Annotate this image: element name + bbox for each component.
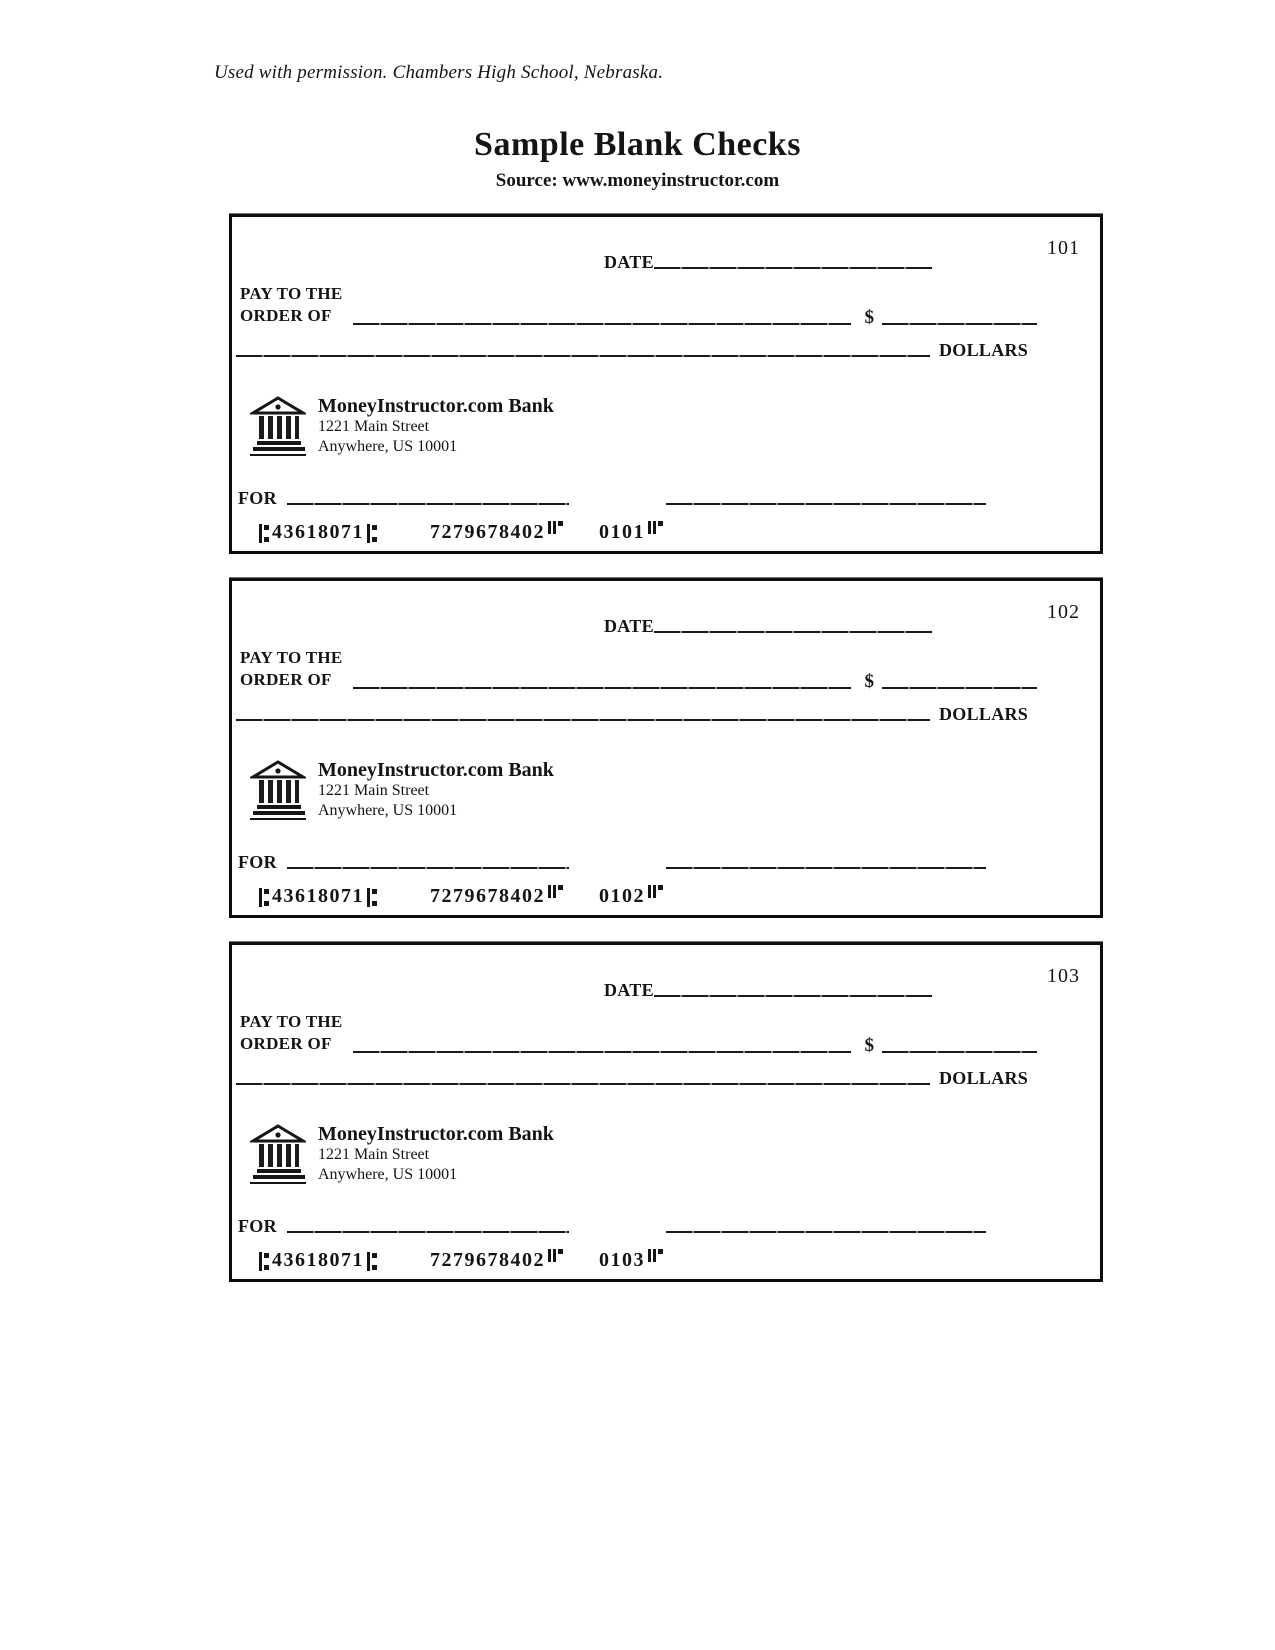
bank-address-line2: Anywhere, US 10001 [318, 1166, 458, 1183]
micr-transit-icon [259, 524, 269, 543]
dollars-row [236, 341, 1028, 359]
memo-line [287, 1231, 569, 1233]
account-number: 7279678402 [430, 521, 545, 543]
memo-label: FOR [238, 852, 277, 872]
bank-info [318, 1123, 554, 1185]
bank-block [250, 759, 554, 823]
bank-address-line1: 1221 Main Street [318, 782, 430, 799]
account-number: 7279678402 [430, 1249, 545, 1271]
dollars-label: DOLLARS [939, 704, 1029, 724]
page-title: Sample Blank Checks [474, 126, 801, 163]
memo-line [287, 503, 569, 505]
check-number: 103 [1047, 965, 1080, 987]
micr-line [256, 885, 665, 907]
micr-transit-icon [259, 888, 269, 907]
bank-block [250, 395, 554, 459]
bank-address-line1: 1221 Main Street [318, 1146, 430, 1163]
dollar-sign-label: $ [864, 307, 875, 329]
micr-line [256, 521, 665, 543]
dollars-label: DOLLARS [939, 1068, 1029, 1088]
bank-building-icon [250, 1123, 306, 1187]
amount-line [882, 323, 1037, 325]
routing-number: 43618071 [272, 885, 364, 907]
pay-to-row [240, 647, 1037, 691]
micr-onus-icon [548, 1249, 563, 1262]
signature-line [666, 1231, 986, 1233]
amount-line [882, 1051, 1037, 1053]
micr-check-number: 0103 [599, 1249, 645, 1271]
date-label: DATE [604, 980, 654, 1000]
bank-address-line2: Anywhere, US 10001 [318, 802, 458, 819]
routing-number: 43618071 [272, 521, 364, 543]
date-row [604, 253, 932, 271]
bank-info [318, 395, 554, 457]
check-101 [229, 214, 1103, 554]
micr-transit-icon [259, 1252, 269, 1271]
written-amount-line [236, 719, 930, 721]
micr-check-number: 0102 [599, 885, 645, 907]
amount-line [882, 687, 1037, 689]
memo-row [238, 489, 1092, 507]
memo-label: FOR [238, 1216, 277, 1236]
pay-to-the-text: PAY TO THE [240, 284, 343, 303]
written-amount-line [236, 1083, 930, 1085]
payee-line [353, 1051, 851, 1053]
source-line: Source: www.moneyinstructor.com [495, 170, 780, 191]
bank-info [318, 759, 554, 821]
payee-line [353, 687, 851, 689]
check-number: 102 [1047, 601, 1080, 623]
bank-address-line1: 1221 Main Street [318, 418, 430, 435]
pay-to-label [240, 283, 343, 327]
bank-address-line2: Anywhere, US 10001 [318, 438, 458, 455]
attribution-note: Used with permission. Chambers High School, Nebraska. [214, 62, 664, 83]
written-amount-line [236, 355, 930, 357]
micr-check-number: 0101 [599, 521, 645, 543]
order-of-text: ORDER OF [240, 1034, 332, 1054]
micr-onus-icon [648, 885, 663, 898]
micr-onus-icon [648, 1249, 663, 1262]
date-line [654, 631, 932, 633]
dollars-row [236, 1069, 1028, 1087]
order-of-text: ORDER OF [240, 670, 332, 690]
check-number: 101 [1047, 237, 1080, 259]
date-label: DATE [604, 252, 654, 272]
order-of-text: ORDER OF [240, 306, 332, 326]
routing-number: 43618071 [272, 1249, 364, 1271]
micr-transit-icon [367, 888, 377, 907]
pay-to-label [240, 647, 343, 691]
date-line [654, 267, 932, 269]
bank-building-icon [250, 759, 306, 823]
payee-line [353, 323, 851, 325]
check-list [229, 214, 1275, 1282]
memo-line [287, 867, 569, 869]
micr-line [256, 1249, 665, 1271]
memo-row [238, 853, 1092, 871]
signature-line [666, 867, 986, 869]
micr-transit-icon [367, 524, 377, 543]
bank-name: MoneyInstructor.com Bank [318, 759, 554, 781]
pay-to-label [240, 1011, 343, 1055]
micr-transit-icon [367, 1252, 377, 1271]
bank-name: MoneyInstructor.com Bank [318, 395, 554, 417]
check-102 [229, 578, 1103, 918]
bank-building-icon [250, 395, 306, 459]
bank-block [250, 1123, 554, 1187]
account-number: 7279678402 [430, 885, 545, 907]
pay-to-the-text: PAY TO THE [240, 648, 343, 667]
check-103 [229, 942, 1103, 1282]
date-line [654, 995, 932, 997]
micr-onus-icon [548, 885, 563, 898]
bank-name: MoneyInstructor.com Bank [318, 1123, 554, 1145]
pay-to-row [240, 283, 1037, 327]
date-label: DATE [604, 616, 654, 636]
dollar-sign-label: $ [864, 671, 875, 693]
dollars-label: DOLLARS [939, 340, 1029, 360]
micr-onus-icon [548, 521, 563, 534]
memo-row [238, 1217, 1092, 1235]
dollar-sign-label: $ [864, 1035, 875, 1057]
signature-line [666, 503, 986, 505]
memo-label: FOR [238, 488, 277, 508]
date-row [604, 981, 932, 999]
micr-onus-icon [648, 521, 663, 534]
pay-to-the-text: PAY TO THE [240, 1012, 343, 1031]
date-row [604, 617, 932, 635]
dollars-row [236, 705, 1028, 723]
pay-to-row [240, 1011, 1037, 1055]
